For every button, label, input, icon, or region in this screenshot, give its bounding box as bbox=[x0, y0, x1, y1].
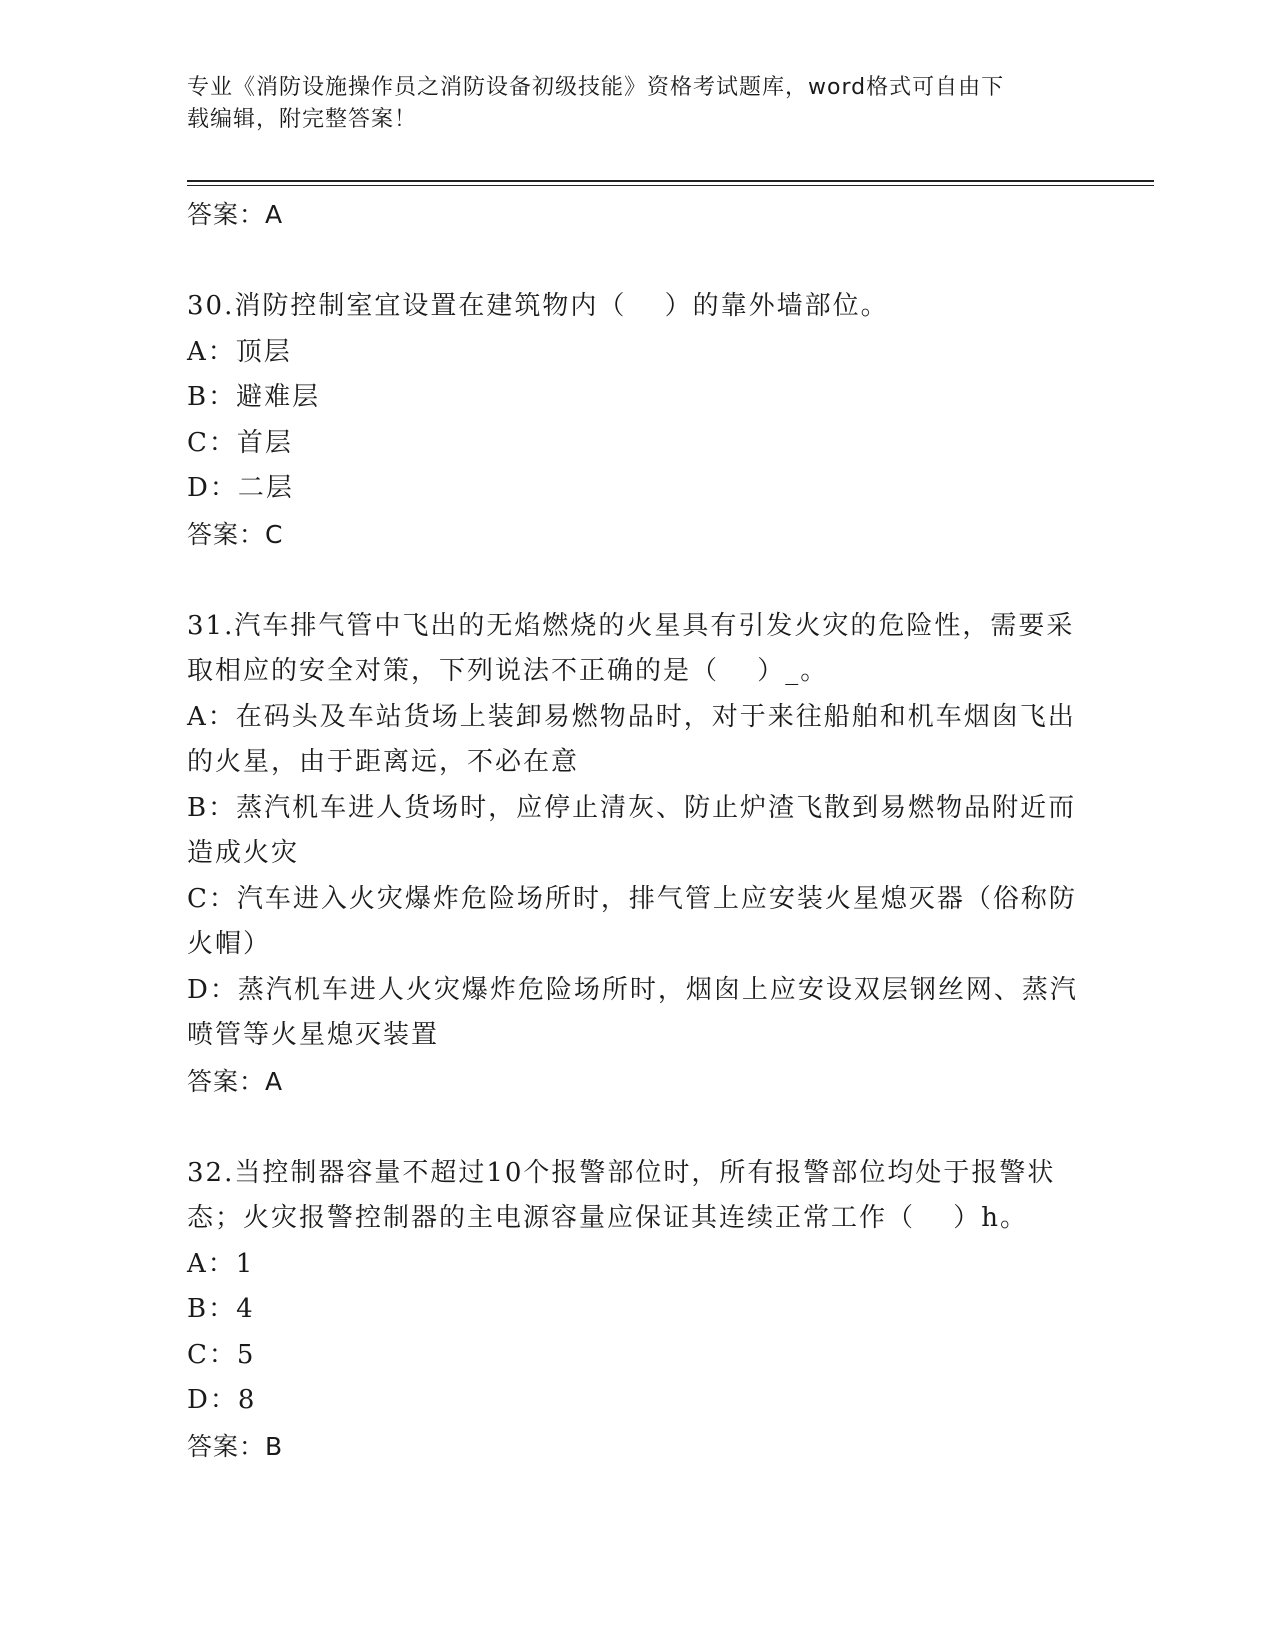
option-key: B： bbox=[187, 1294, 237, 1324]
header-rule-thin bbox=[187, 185, 1154, 186]
question-32 bbox=[187, 1151, 1087, 1470]
option-key: C： bbox=[187, 883, 237, 914]
option-d bbox=[187, 466, 1087, 512]
option-a bbox=[187, 330, 1087, 376]
option-text: 在码头及车站货场上装卸易燃物品时，对于来往船舶和机车烟囱飞出的火星，由于距离远，不必在意 bbox=[187, 701, 1076, 777]
option-c bbox=[187, 877, 1087, 968]
option-text: 1 bbox=[235, 1248, 255, 1279]
option-b bbox=[187, 786, 1087, 877]
option-text: 5 bbox=[236, 1339, 256, 1370]
option-d bbox=[187, 968, 1087, 1059]
question-31 bbox=[187, 604, 1087, 1105]
document-body bbox=[187, 192, 1087, 1470]
option-text: 4 bbox=[236, 1294, 255, 1324]
answer-line: 答案：C bbox=[187, 519, 284, 549]
option-key: B： bbox=[187, 382, 237, 412]
option-d bbox=[187, 1378, 1087, 1424]
option-key: C： bbox=[187, 1339, 237, 1370]
option-b bbox=[187, 375, 1087, 421]
header-rule-thick bbox=[187, 180, 1154, 182]
header-line-1: 专业《消防设施操作员之消防设备初级技能》资格考试题库，word格式可自由下 bbox=[187, 75, 1005, 100]
option-key: A： bbox=[187, 336, 236, 367]
document-header bbox=[187, 72, 1067, 136]
option-a bbox=[187, 1242, 1087, 1288]
answer-line: 答案：A bbox=[187, 1066, 284, 1096]
option-key: A： bbox=[187, 1248, 236, 1279]
previous-answer: 答案：A bbox=[187, 200, 284, 229]
option-text: 顶层 bbox=[235, 336, 292, 367]
header-line-2: 载编辑，附完整答案！ bbox=[187, 107, 418, 132]
option-c bbox=[187, 421, 1087, 467]
question-30 bbox=[187, 284, 1087, 558]
option-key: C： bbox=[187, 427, 237, 458]
question-stem: 30.消防控制室宜设置在建筑物内（ ）的靠外墙部位。 bbox=[187, 291, 889, 321]
option-key: B： bbox=[187, 792, 237, 823]
option-text: 汽车进入火灾爆炸危险场所时，排气管上应安装火星熄灭器（俗称防火帽） bbox=[187, 883, 1077, 959]
option-c bbox=[187, 1333, 1087, 1379]
option-text: 首层 bbox=[236, 427, 293, 458]
option-text: 避难层 bbox=[236, 382, 321, 412]
answer-line: 答案：B bbox=[187, 1431, 284, 1461]
question-stem: 32.当控制器容量不超过10个报警部位时，所有报警部位均处于报警状态；火灾报警控制器的主电源容量应保证其连续正常工作（ ）h。 bbox=[187, 1157, 1056, 1233]
option-text: 二层 bbox=[237, 473, 294, 503]
option-text: 8 bbox=[237, 1385, 257, 1415]
option-key: A： bbox=[187, 701, 236, 732]
option-b bbox=[187, 1287, 1087, 1333]
option-key: D： bbox=[187, 974, 238, 1005]
option-a bbox=[187, 695, 1087, 786]
option-key: D： bbox=[187, 473, 238, 503]
option-key: D： bbox=[187, 1385, 238, 1415]
question-stem: 31.汽车排气管中飞出的无焰燃烧的火星具有引发火灾的危险性，需要采取相应的安全对策，下列说法不正确的是（ ）_。 bbox=[187, 610, 1075, 686]
option-text: 蒸汽机车进人货场时，应停止清灰、防止炉渣飞散到易燃物品附近而造成火灾 bbox=[187, 792, 1077, 868]
option-text: 蒸汽机车进人火灾爆炸危险场所时，烟囱上应安设双层钢丝网、蒸汽喷管等火星熄灭装置 bbox=[187, 974, 1078, 1050]
